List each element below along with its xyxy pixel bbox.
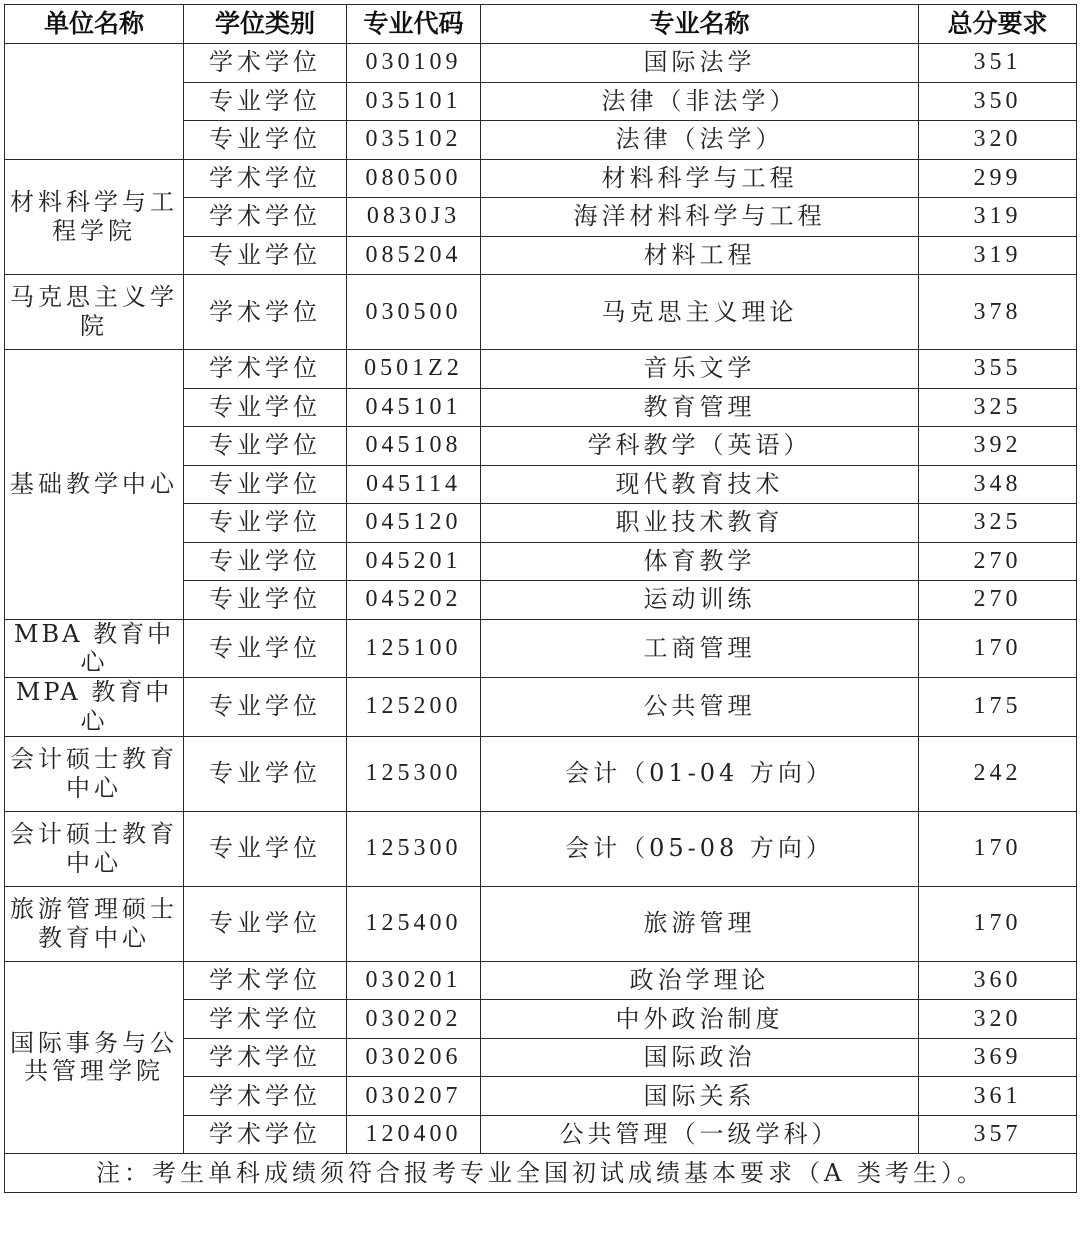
table-row: [5, 350, 1077, 389]
code-cell: 035102: [347, 121, 481, 160]
major-cell: 马克思主义理论: [481, 275, 919, 350]
unit-cell: MBA 教育中心: [5, 619, 184, 678]
score-cell: 361: [919, 1077, 1077, 1116]
code-cell: 030202: [347, 1000, 481, 1039]
major-cell: 政治学理论: [481, 961, 919, 1000]
score-cell: 170: [919, 619, 1077, 678]
major-cell: 国际政治: [481, 1038, 919, 1077]
note-row: [5, 1154, 1077, 1193]
major-cell: 国际关系: [481, 1077, 919, 1116]
code-cell: 0830J3: [347, 198, 481, 237]
major-cell: 运动训练: [481, 581, 919, 620]
degree-type-cell: 学术学位: [184, 275, 347, 350]
major-cell: 材料科学与工程: [481, 159, 919, 198]
header-row: [5, 5, 1077, 44]
code-cell: 030207: [347, 1077, 481, 1116]
score-cell: 325: [919, 388, 1077, 427]
score-cell: 360: [919, 961, 1077, 1000]
header-unit: 单位名称: [5, 5, 184, 44]
major-cell: 国际法学: [481, 44, 919, 83]
major-cell: 体育教学: [481, 542, 919, 581]
code-cell: 125100: [347, 619, 481, 678]
table-row: [5, 619, 1077, 678]
degree-type-cell: 学术学位: [184, 159, 347, 198]
score-cell: 392: [919, 427, 1077, 466]
major-cell: 会计（05-08 方向）: [481, 811, 919, 886]
header-score: 总分要求: [919, 5, 1077, 44]
header-code: 专业代码: [347, 5, 481, 44]
code-cell: 125200: [347, 678, 481, 737]
major-cell: 学科教学（英语）: [481, 427, 919, 466]
code-cell: 030206: [347, 1038, 481, 1077]
degree-type-cell: 学术学位: [184, 44, 347, 83]
table-row: [5, 44, 1077, 83]
table-row: [5, 159, 1077, 198]
degree-type-cell: 学术学位: [184, 1115, 347, 1154]
code-cell: 030201: [347, 961, 481, 1000]
degree-type-cell: 学术学位: [184, 198, 347, 237]
score-cell: 319: [919, 236, 1077, 275]
degree-type-cell: 专业学位: [184, 236, 347, 275]
code-cell: 045120: [347, 504, 481, 543]
degree-type-cell: 专业学位: [184, 504, 347, 543]
score-cell: 270: [919, 542, 1077, 581]
unit-cell: 旅游管理硕士教育中心: [5, 886, 184, 961]
degree-type-cell: 专业学位: [184, 542, 347, 581]
major-cell: 教育管理: [481, 388, 919, 427]
score-requirements-table: [4, 4, 1077, 1193]
degree-type-cell: 学术学位: [184, 1000, 347, 1039]
score-cell: 170: [919, 886, 1077, 961]
code-cell: 120400: [347, 1115, 481, 1154]
score-cell: 350: [919, 82, 1077, 121]
code-cell: 045108: [347, 427, 481, 466]
code-cell: 030109: [347, 44, 481, 83]
score-cell: 357: [919, 1115, 1077, 1154]
unit-cell: 材料科学与工程学院: [5, 159, 184, 275]
code-cell: 035101: [347, 82, 481, 121]
score-cell: 320: [919, 121, 1077, 160]
degree-type-cell: 专业学位: [184, 811, 347, 886]
code-cell: 125300: [347, 736, 481, 811]
major-cell: 工商管理: [481, 619, 919, 678]
score-cell: 175: [919, 678, 1077, 737]
degree-type-cell: 专业学位: [184, 121, 347, 160]
degree-type-cell: 学术学位: [184, 1077, 347, 1116]
score-cell: 270: [919, 581, 1077, 620]
header-degree-type: 学位类别: [184, 5, 347, 44]
score-cell: 355: [919, 350, 1077, 389]
degree-type-cell: 专业学位: [184, 465, 347, 504]
degree-type-cell: 专业学位: [184, 886, 347, 961]
degree-type-cell: 专业学位: [184, 619, 347, 678]
unit-cell: 会计硕士教育中心: [5, 811, 184, 886]
major-cell: 法律（法学）: [481, 121, 919, 160]
code-cell: 125300: [347, 811, 481, 886]
unit-cell: MPA 教育中心: [5, 678, 184, 737]
unit-cell: 马克思主义学院: [5, 275, 184, 350]
unit-cell: 会计硕士教育中心: [5, 736, 184, 811]
unit-cell: 基础教学中心: [5, 350, 184, 620]
score-cell: 299: [919, 159, 1077, 198]
score-cell: 320: [919, 1000, 1077, 1039]
unit-cell: [5, 44, 184, 160]
code-cell: 0501Z2: [347, 350, 481, 389]
degree-type-cell: 学术学位: [184, 961, 347, 1000]
code-cell: 030500: [347, 275, 481, 350]
degree-type-cell: 专业学位: [184, 388, 347, 427]
major-cell: 公共管理: [481, 678, 919, 737]
major-cell: 法律（非法学）: [481, 82, 919, 121]
score-cell: 348: [919, 465, 1077, 504]
degree-type-cell: 专业学位: [184, 427, 347, 466]
code-cell: 045101: [347, 388, 481, 427]
major-cell: 公共管理（一级学科）: [481, 1115, 919, 1154]
code-cell: 085204: [347, 236, 481, 275]
table-row: [5, 678, 1077, 737]
table-row: [5, 961, 1077, 1000]
degree-type-cell: 专业学位: [184, 736, 347, 811]
footnote: 注：考生单科成绩须符合报考专业全国初试成绩基本要求（A 类考生）。: [5, 1154, 1077, 1193]
degree-type-cell: 学术学位: [184, 1038, 347, 1077]
header-major: 专业名称: [481, 5, 919, 44]
major-cell: 音乐文学: [481, 350, 919, 389]
score-cell: 325: [919, 504, 1077, 543]
major-cell: 现代教育技术: [481, 465, 919, 504]
major-cell: 海洋材料科学与工程: [481, 198, 919, 237]
code-cell: 080500: [347, 159, 481, 198]
score-cell: 242: [919, 736, 1077, 811]
degree-type-cell: 学术学位: [184, 350, 347, 389]
code-cell: 045201: [347, 542, 481, 581]
major-cell: 材料工程: [481, 236, 919, 275]
score-cell: 170: [919, 811, 1077, 886]
score-cell: 378: [919, 275, 1077, 350]
major-cell: 会计（01-04 方向）: [481, 736, 919, 811]
degree-type-cell: 专业学位: [184, 581, 347, 620]
code-cell: 045114: [347, 465, 481, 504]
unit-cell: 国际事务与公共管理学院: [5, 961, 184, 1154]
code-cell: 125400: [347, 886, 481, 961]
score-cell: 369: [919, 1038, 1077, 1077]
major-cell: 旅游管理: [481, 886, 919, 961]
table-row: [5, 811, 1077, 886]
major-cell: 职业技术教育: [481, 504, 919, 543]
table-row: [5, 275, 1077, 350]
score-cell: 319: [919, 198, 1077, 237]
degree-type-cell: 专业学位: [184, 82, 347, 121]
table-row: [5, 886, 1077, 961]
major-cell: 中外政治制度: [481, 1000, 919, 1039]
score-cell: 351: [919, 44, 1077, 83]
code-cell: 045202: [347, 581, 481, 620]
table-row: [5, 736, 1077, 811]
degree-type-cell: 专业学位: [184, 678, 347, 737]
